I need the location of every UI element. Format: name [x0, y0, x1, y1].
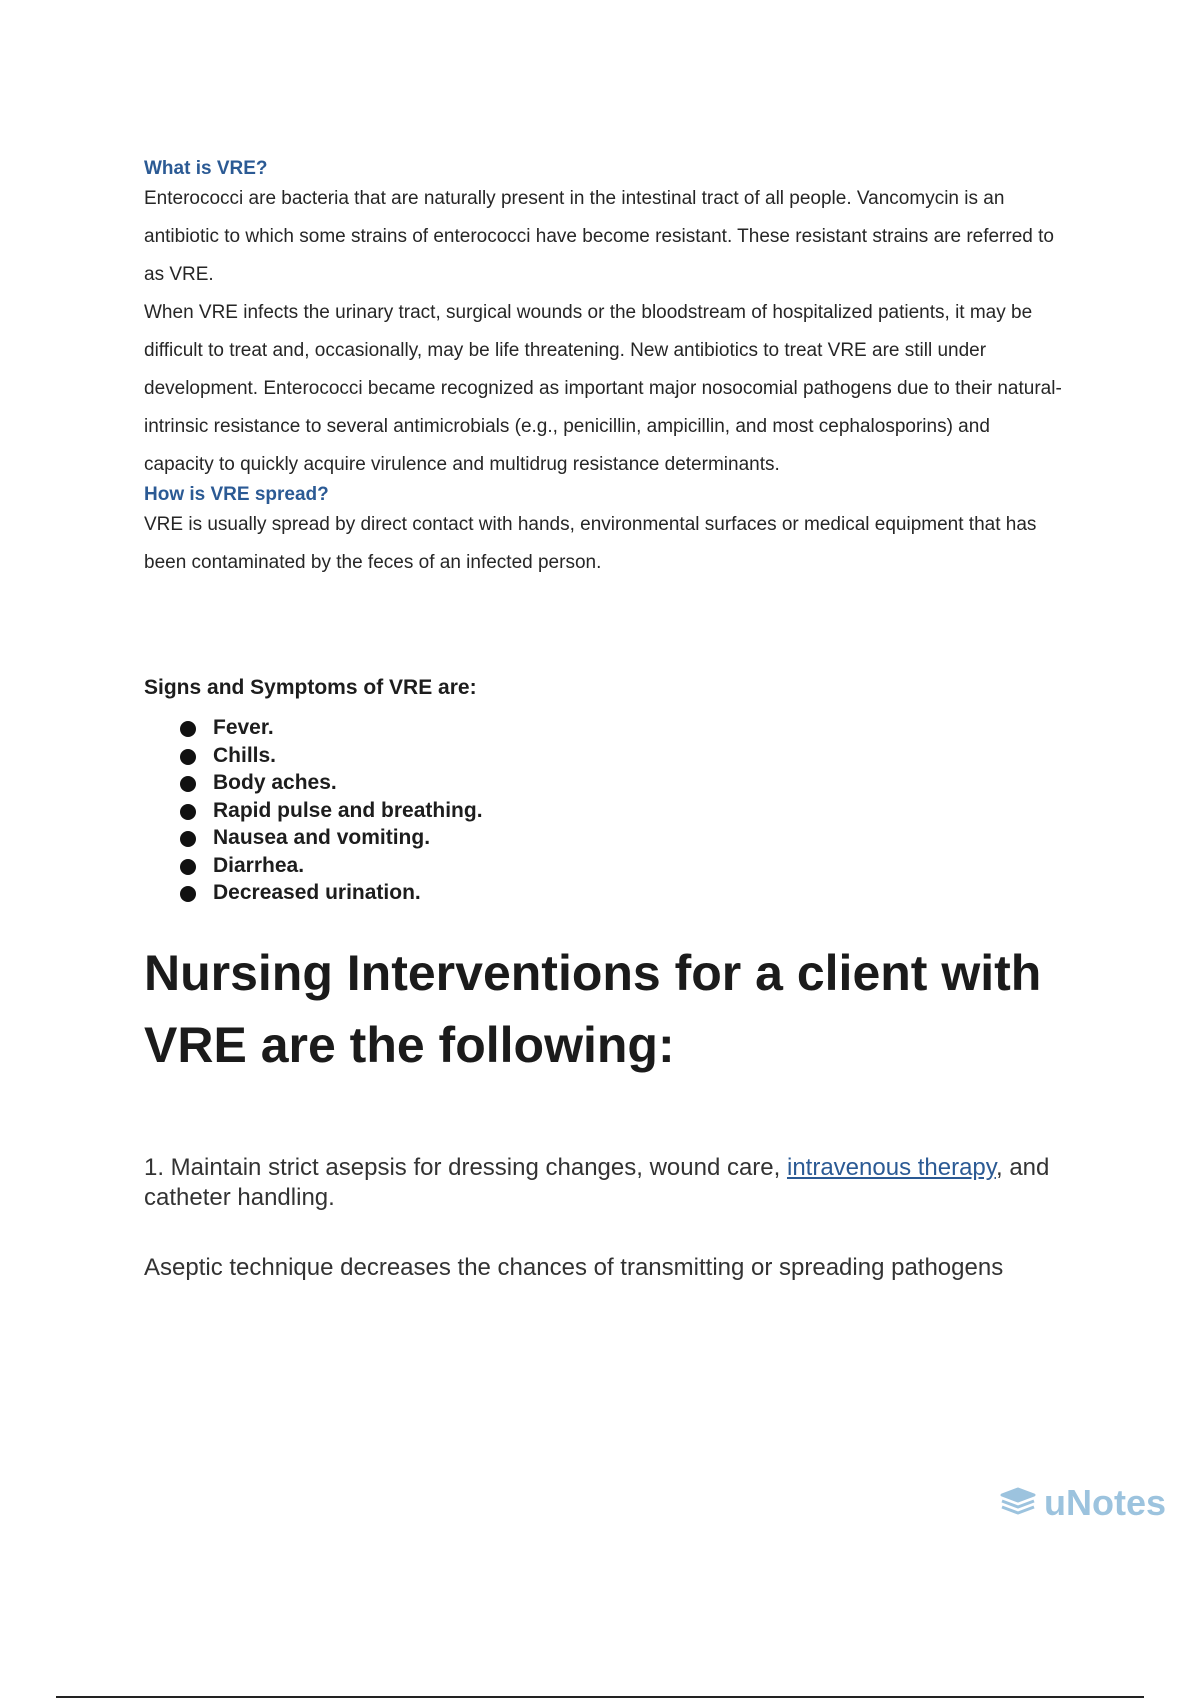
symptoms-list: [144, 714, 1064, 907]
footer-divider: [56, 1696, 1144, 1698]
bullet-icon: [180, 859, 196, 875]
section-heading-how-spread: How is VRE spread?: [144, 484, 329, 505]
bullet-icon: [180, 749, 196, 765]
paragraph-infection: When VRE infects the urinary tract, surgical wounds or the bloodstream of hospitalized patients, it may be difficult to treat and, occasionally, may be life threatening. New antibiotics to treat VRE are still under development. Enterococci became recognized as important major nosocomial pathogens due to their natural-intrinsic resistance to several antimicrobials (e.g., penicillin, ampicillin, and most cephalosporins) and capacity to quickly acquire virulence and multidrug resistance determinants.: [144, 302, 1062, 475]
bullet-icon: [180, 886, 196, 902]
intravenous-therapy-link[interactable]: intravenous therapy: [786, 1153, 996, 1181]
section-heading-what-is-vre: What is VRE?: [144, 158, 268, 179]
logo-text: uNotes: [1044, 1482, 1167, 1523]
intervention-item-1: 1. Maintain strict asepsis for dressing changes, wound care, intravenous therapy, and catheter handling.: [144, 1153, 1050, 1211]
document-page: [144, 158, 1064, 1283]
aseptic-rationale: Aseptic technique decreases the chances of transmitting or spreading pathogens: [144, 1253, 1004, 1281]
nursing-interventions-heading: Nursing Interventions for a client with VRE are the following:: [144, 944, 1042, 1073]
bullet-icon: [180, 831, 196, 847]
paragraph-spread: VRE is usually spread by direct contact with hands, environmental surfaces or medical equipment that has been contaminated by the feces of an infected person.: [144, 514, 1037, 573]
list-item: Fever.: [180, 714, 1064, 742]
list-item: Rapid pulse and breathing.: [180, 797, 1064, 825]
bullet-icon: [180, 776, 196, 792]
list-item: Body aches.: [180, 769, 1064, 797]
list-item: Diarrhea.: [180, 852, 1064, 880]
list-item: Chills.: [180, 742, 1064, 770]
bullet-icon: [180, 804, 196, 820]
stacked-books-icon: [998, 1485, 1038, 1522]
unotes-logo: [998, 1482, 1166, 1524]
symptoms-title: Signs and Symptoms of VRE are:: [144, 676, 477, 699]
paragraph-definition: Enterococci are bacteria that are naturally present in the intestinal tract of all people. Vancomycin is an antibiotic to which some strains of enterococci have become resistant. These resistant strains are referred to as VRE.: [144, 188, 1054, 285]
list-item: Nausea and vomiting.: [180, 824, 1064, 852]
list-item: Decreased urination.: [180, 879, 1064, 907]
bullet-icon: [180, 721, 196, 737]
